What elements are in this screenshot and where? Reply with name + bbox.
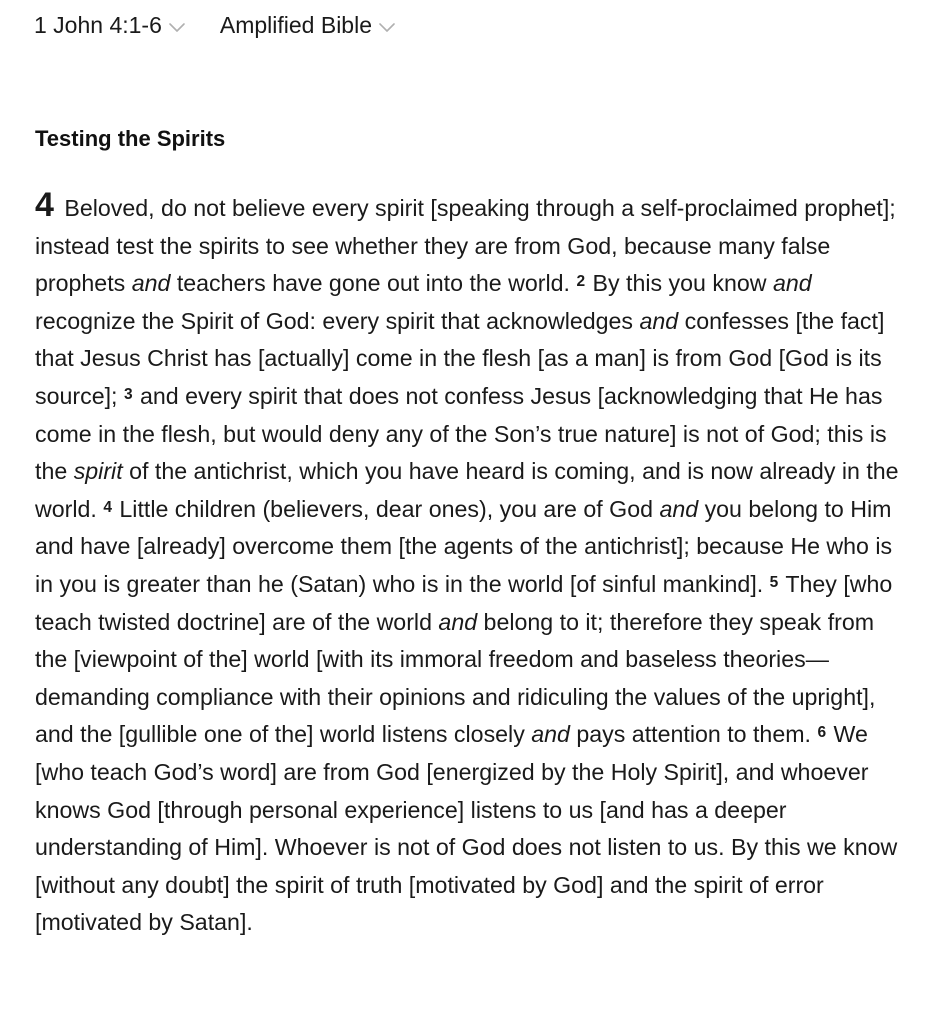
chevron-down-icon — [168, 21, 186, 33]
verse-text — [35, 721, 897, 935]
verse-segment: teachers have gone out into the world. — [170, 270, 570, 297]
italic-word: and — [639, 307, 679, 334]
verse-segment: We [who teach God’s word] are from God [energized by the Holy Spirit], and whoever knows God [through personal experience] listens to us [and has a deeper understanding of Him]. Whoever is not of God does not listen to us. By this we know [without any doubt] the spirit of truth [motivated by God] and the spirit of error [motivated by Satan]. — [35, 721, 898, 936]
top-bar — [34, 8, 396, 42]
italic-word: and — [131, 270, 171, 297]
verse-number: 2 — [576, 273, 586, 291]
verse-segment: belong to it; therefore they speak from the [viewpoint of the] world [with its immoral freedom and baseless theories—demanding compliance with their opinions and ridiculing the values of the upright], and the [gullible one of the] world listens closely — [35, 608, 876, 748]
verse-text — [35, 496, 892, 597]
verse-segment: They [who teach twisted doctrine] are of the world — [35, 570, 893, 635]
verse-segment: recognize the Spirit of God: every spirit that acknowledges — [35, 307, 640, 334]
verse-segment: pays attention to them. — [569, 721, 811, 748]
chevron-down-icon — [378, 21, 396, 33]
verse-number: 4 — [103, 498, 112, 516]
reference-selector[interactable] — [34, 12, 186, 39]
passage-text — [35, 188, 907, 942]
verse-segment: you belong to Him and have [already] overcome them [the agents of the antichrist]; because He who is in you is greater than he (Satan) who is in the world [of sinful mankind]. — [35, 495, 893, 597]
italic-word: and — [438, 608, 478, 635]
verse-segment: and every spirit that does not confess Jesus [acknowledging that He has come in the flesh, but would deny any of the Son’s true nature] is not of God; this is the — [35, 382, 887, 485]
italic-word: and — [772, 270, 812, 297]
verse-segment: Little children (believers, dear ones), you are of God — [119, 495, 660, 522]
verse-segment: Beloved, do not believe every spirit [speaking through a self-proclaimed prophet]; instead test the spirits to see whether they are from God, because many false prophets — [35, 195, 896, 297]
italic-word: and — [659, 495, 699, 522]
verse-segment: By this you know — [592, 270, 773, 297]
verse-segment: confesses [the fact] that Jesus Christ has [actually] come in the flesh [as a man] is from God [God is its source]; — [35, 307, 885, 409]
verse-segment: of the antichrist, which you have heard is coming, and is now already in the world. — [35, 458, 899, 522]
verse-number: 5 — [769, 573, 779, 591]
version-selector[interactable] — [220, 12, 396, 39]
chapter-number: 4 — [35, 186, 54, 224]
italic-word: and — [531, 721, 570, 748]
verse-number: 6 — [817, 724, 827, 742]
section-heading: Testing the Spirits — [35, 126, 226, 151]
verse-number: 3 — [123, 385, 133, 403]
verse-text — [35, 571, 892, 747]
italic-word: spirit — [73, 458, 123, 485]
reference-label: 1 John 4:1-6 — [34, 11, 162, 38]
version-label: Amplified Bible — [219, 11, 373, 38]
